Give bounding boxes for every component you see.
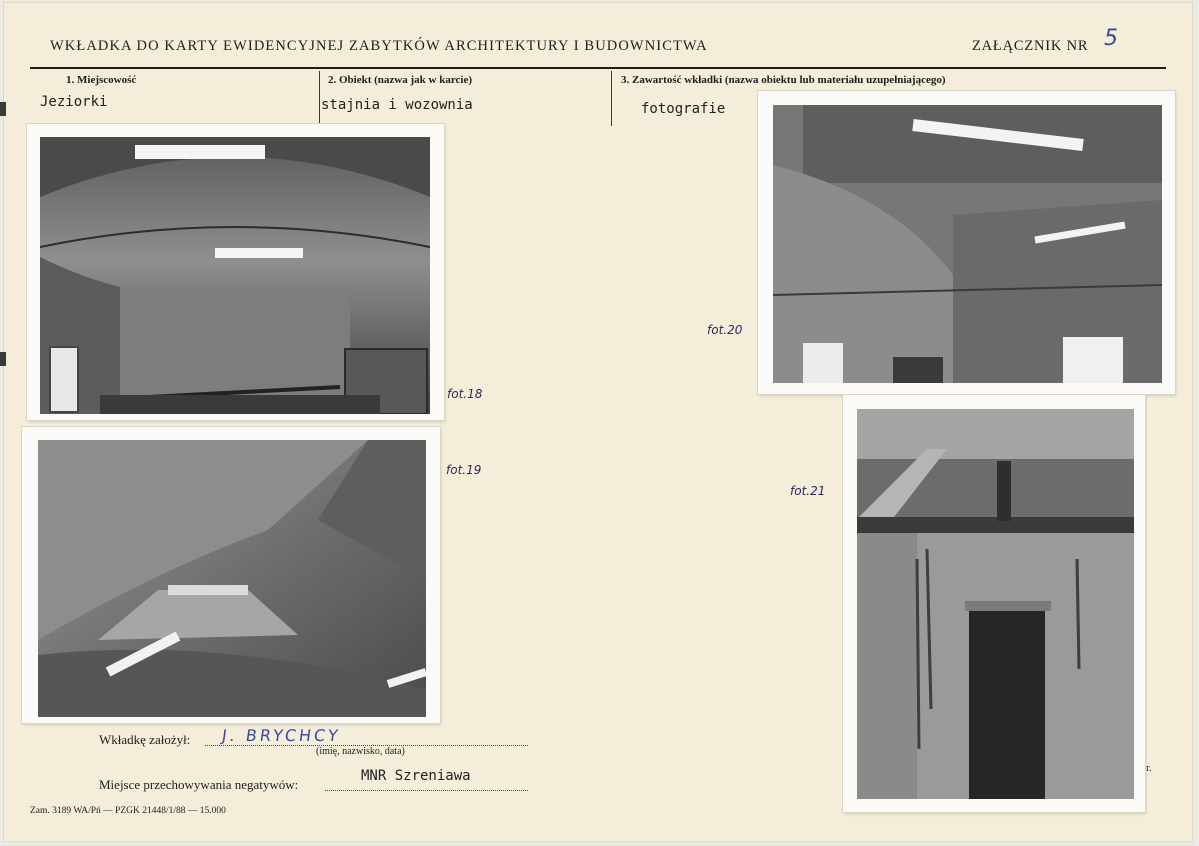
object-value: stajnia i wozownia — [321, 97, 473, 113]
photo-18-image — [40, 137, 430, 414]
photo-21-image — [857, 409, 1134, 799]
founder-label: Wkładkę założył: — [99, 732, 191, 747]
negatives-value: MNR Szreniawa — [361, 768, 471, 784]
founder-signature: J. BRYCHCY — [220, 726, 343, 745]
photo-18-caption: fot.18 — [447, 387, 483, 401]
column-divider — [319, 71, 320, 126]
photo-21-caption: fot.21 — [790, 484, 826, 498]
vaulted-interior-photo-icon — [773, 105, 1162, 383]
locality-label: 1. Miejscowość — [66, 74, 137, 86]
header-rule — [30, 67, 1166, 69]
photo-20-caption: fot.20 — [707, 323, 743, 337]
photo-18 — [27, 124, 444, 420]
vaulted-room-photo-icon — [40, 137, 430, 414]
photo-20 — [758, 91, 1175, 394]
margin-mark: r. — [1146, 762, 1152, 774]
attachment-number: 5 — [1104, 26, 1118, 51]
contents-value: fotografie — [641, 101, 726, 117]
photo-20-image — [773, 105, 1162, 383]
photo-19-caption: fot.19 — [446, 463, 482, 477]
founder-caption: (imię, nazwisko, data) — [316, 746, 405, 757]
barrel-vault-photo-icon — [38, 440, 426, 717]
photo-19 — [22, 427, 440, 723]
locality-value: Jeziorki — [40, 94, 108, 110]
negatives-label: Miejsce przechowywania negatywów: — [99, 777, 299, 792]
contents-label: 3. Zawartość wkładki (nazwa obiektu lub materiału uzupełniającego) — [621, 74, 946, 86]
form-title: WKŁADKA DO KARTY EWIDENCYJNEJ ZABYTKÓW ARCHITEKTURY I BUDOWNICTWA — [50, 38, 708, 54]
photo-21 — [843, 395, 1145, 812]
attachment-label: ZAŁĄCZNIK NR — [972, 38, 1089, 54]
print-imprint: Zam. 3189 WA/Pń — PZGK 21448/1/88 — 15.000 — [30, 806, 226, 816]
column-divider — [611, 71, 612, 126]
object-label: 2. Obiekt (nazwa jak w karcie) — [328, 74, 473, 86]
attic-timber-photo-icon — [857, 409, 1134, 799]
punch-hole-mark — [0, 102, 6, 116]
punch-hole-mark — [0, 352, 6, 366]
photo-19-image — [38, 440, 426, 717]
negatives-dotted-line — [325, 790, 528, 791]
